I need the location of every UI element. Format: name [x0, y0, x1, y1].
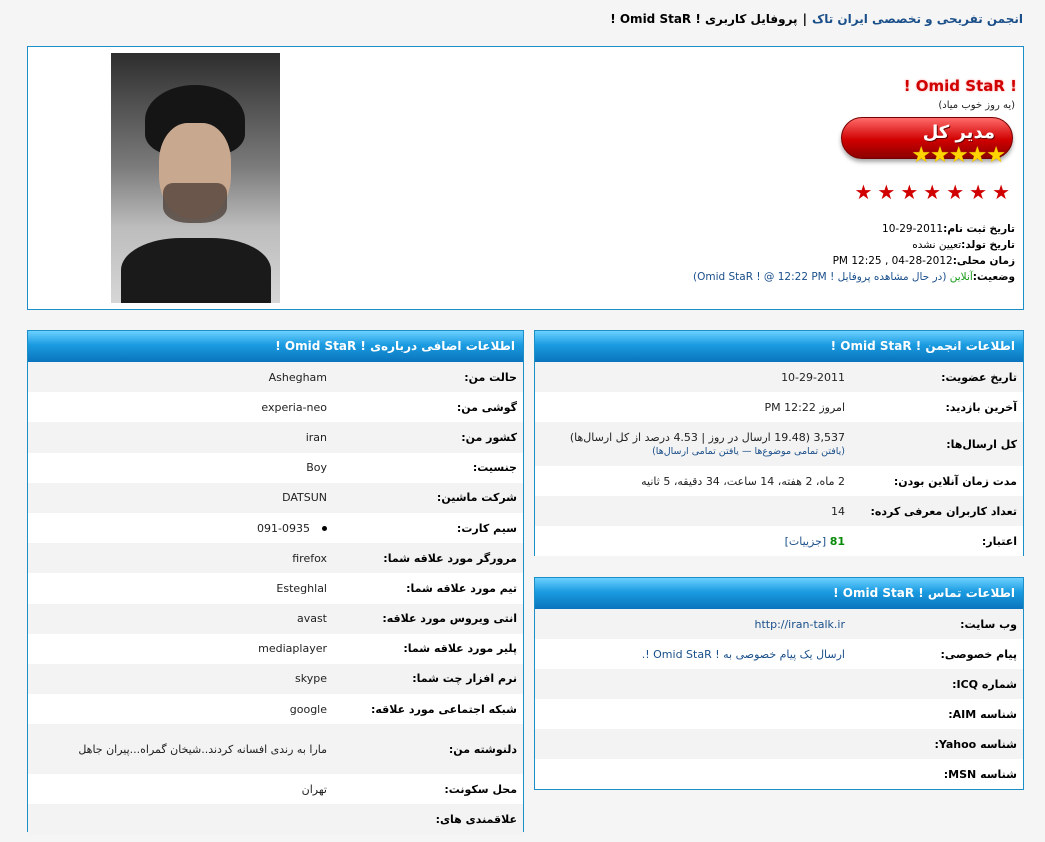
about-value: mediaplayer	[28, 634, 333, 664]
about-label: کشور من:	[333, 422, 523, 452]
about-value: firefox	[28, 543, 333, 573]
contact-table	[535, 609, 1023, 789]
table-row	[28, 422, 523, 452]
about-value	[28, 804, 333, 834]
send-pm-link[interactable]: ارسال یک پیام خصوصی به ! Omid StaR !.	[641, 647, 845, 661]
find-posts-links[interactable]: (یافتن تمامی موضوع‌ها — یافتن تمامی ارسال‌ها)	[652, 446, 845, 457]
table-row	[28, 724, 523, 774]
avatar	[111, 53, 280, 303]
about-value: مارا به رندی افسانه کردند..شیخان گمراه...پیران جاهل	[28, 724, 333, 774]
table-row: آخرین بازدید: امروز 12:22 PM	[535, 392, 1023, 422]
about-value: avast	[28, 604, 333, 634]
about-label: شرکت ماشین:	[333, 483, 523, 513]
website-link[interactable]: http://iran-talk.ir	[754, 617, 845, 631]
table-row: شناسه MSN:	[535, 759, 1023, 789]
table-row: شناسه AIM:	[535, 699, 1023, 729]
table-row	[28, 774, 523, 804]
table-row	[28, 453, 523, 483]
birth-date-row: تاریخ تولد:تعیین نشده	[912, 239, 1015, 251]
about-label: سیم کارت:	[333, 513, 523, 543]
rank-stars-icon: ★★★★★	[911, 143, 1005, 168]
about-label: نرم افزار چت شما:	[333, 664, 523, 694]
table-row	[28, 362, 523, 392]
about-value: experia-neo	[28, 392, 333, 422]
about-label: مرورگر مورد علاقه شما:	[333, 543, 523, 573]
table-row	[28, 804, 523, 834]
table-row	[28, 634, 523, 664]
table-row: وب سایت: http://iran-talk.ir	[535, 609, 1023, 639]
join-date-row: تاریخ ثبت نام:2011-29-10	[882, 223, 1015, 235]
table-row: پیام خصوصی: ارسال یک پیام خصوصی به ! Omid StaR !.	[535, 639, 1023, 669]
contact-panel-title: اطلاعات تماس ! Omid StaR !	[535, 578, 1023, 609]
about-label: گوشی من:	[333, 392, 523, 422]
status-row: وضعیت:آنلاین (در حال مشاهده پروفایل ! Omid StaR ! @ 12:22 PM)	[692, 271, 1015, 283]
about-value: Ashegham	[28, 362, 333, 392]
forum-info-table	[535, 362, 1023, 556]
breadcrumb-current: پروفایل کاربری ! Omid StaR !	[610, 12, 798, 26]
about-label: جنسیت:	[333, 453, 523, 483]
about-value: Esteghlal	[28, 573, 333, 603]
profile-header	[27, 46, 1024, 310]
reputation-details-link[interactable]: [جزییات]	[784, 534, 827, 548]
about-label: پلیر مورد علاقه شما:	[333, 634, 523, 664]
about-value: تهران	[28, 774, 333, 804]
table-row: تاریخ عضویت: 10-29-2011	[535, 362, 1023, 392]
bullet-icon	[322, 526, 327, 531]
about-label: انتی ویروس مورد علاقه:	[333, 604, 523, 634]
table-row	[28, 513, 523, 543]
table-row	[28, 392, 523, 422]
reputation-value: 81	[829, 534, 845, 548]
table-row	[28, 483, 523, 513]
table-row	[28, 694, 523, 724]
about-label: شبکه اجتماعی مورد علاقه:	[333, 694, 523, 724]
breadcrumb-forum-link[interactable]: انجمن تفریحی و تخصصی ایران تاک	[811, 12, 1023, 26]
table-row	[28, 573, 523, 603]
about-value: DATSUN	[28, 483, 333, 513]
table-row: مدت زمان آنلاین بودن: 2 ماه، 2 هفته، 14 ساعت، 34 دقیقه، 5 ثانیه	[535, 466, 1023, 496]
table-row	[28, 664, 523, 694]
user-subtitle: (یه روز خوب میاد)	[938, 100, 1015, 111]
about-value: skype	[28, 664, 333, 694]
about-value: iran	[28, 422, 333, 452]
table-row	[28, 543, 523, 573]
about-value: 091-0935	[257, 521, 310, 535]
breadcrumb-separator: |	[802, 12, 807, 26]
about-label: علاقمندی های:	[333, 804, 523, 834]
table-row: کل ارسال‌ها: 3,537 (19.48 ارسال در روز | 4.53 درصد از کل ارسال‌ها) (یافتن تمامی موضوع‌ها — یافتن تمامی ارسال‌ها)	[535, 422, 1023, 466]
about-label: محل سکونت:	[333, 774, 523, 804]
about-label: تیم مورد علاقه شما:	[333, 573, 523, 603]
table-row	[28, 604, 523, 634]
table-row: شماره ICQ:	[535, 669, 1023, 699]
breadcrumb	[610, 12, 1023, 26]
table-row: اعتبار: 81 [جزییات]	[535, 526, 1023, 556]
about-value: google	[28, 694, 333, 724]
status-detail-link[interactable]: (در حال مشاهده پروفایل ! Omid StaR ! @ 12:22 PM)	[692, 271, 947, 283]
local-time-row: زمان محلی:2012-28-04 , 12:25 PM	[832, 255, 1015, 267]
username: ! Omid StaR !	[903, 77, 1017, 95]
table-row: تعداد کاربران معرفی کرده: 14	[535, 496, 1023, 526]
about-value: Boy	[28, 453, 333, 483]
about-panel	[27, 330, 524, 832]
reputation-stars-icon: ★★★★★★★	[854, 180, 1015, 204]
rank-label: مدیر کل	[922, 122, 995, 143]
table-row: شناسه Yahoo:	[535, 729, 1023, 759]
rank-badge	[841, 113, 1013, 168]
about-panel-title: اطلاعات اضافی درباره‌ی ! Omid StaR !	[28, 331, 523, 362]
forum-info-panel	[534, 330, 1024, 556]
forum-info-title: اطلاعات انجمن ! Omid StaR !	[535, 331, 1023, 362]
about-label: حالت من:	[333, 362, 523, 392]
profile-info	[693, 221, 1015, 285]
about-label: دلنوشته من:	[333, 724, 523, 774]
about-table	[28, 362, 523, 835]
contact-panel	[534, 577, 1024, 790]
online-status: آنلاین	[949, 271, 973, 283]
